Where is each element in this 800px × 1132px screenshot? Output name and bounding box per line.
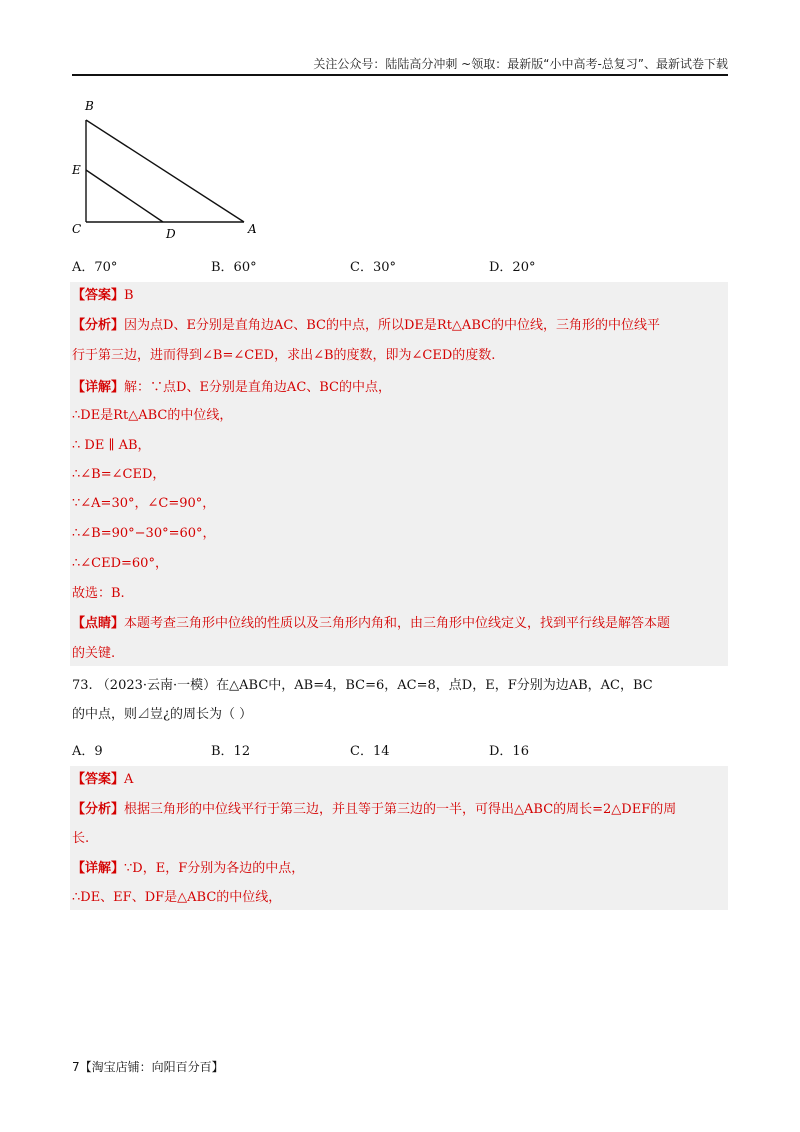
q73-option-d: D．16 — [489, 744, 529, 759]
q72-option-d: D．20° — [489, 260, 536, 275]
q73-option-b: B．12 — [211, 744, 251, 759]
q73-answer: 【答案】A — [72, 772, 134, 787]
segment-AB — [86, 120, 244, 222]
q72-option-a: A．70° — [72, 260, 118, 275]
q73-option-c: C．14 — [350, 744, 390, 759]
header-text: 关注公众号：陆陆高分冲刺 ~领取：最新版“小中高考-总复习”、最新试卷下载 — [313, 57, 728, 71]
q72-comment: 【点睛】本题考查三角形中位线的性质以及三角形内角和，由三角形中位线定义，找到平行线是解答本题 — [72, 616, 671, 631]
q72-detail-7: ∴∠CED=60°， — [72, 556, 168, 571]
q72-detail-6: ∴∠B=90°−30°=60°， — [72, 526, 216, 541]
q73-stem: 73. （2023·云南·一模）在△ABC中，AB=4，BC=6，AC=8，点D，E，F分别为边AB，AC，BC — [72, 678, 653, 693]
q72-analysis-cont: 行于第三边，进而得到∠B=∠CED，求出∠B的度数，即为∠CED的度数. — [72, 348, 496, 363]
q72-detail: 【详解】解：∵点D、E分别是直角边AC、BC的中点， — [72, 380, 392, 395]
page-footer: 7【淘宝店铺：向阳百分百】 — [72, 1060, 224, 1074]
label-E: E — [72, 163, 81, 177]
page-header — [72, 56, 728, 76]
label-D: D — [166, 227, 176, 241]
q72-detail-2: ∴DE是Rt△ABC的中位线， — [72, 408, 233, 423]
label-A: A — [248, 222, 257, 236]
q72-option-c: C．30° — [350, 260, 396, 275]
q72-answer: 【答案】B — [72, 288, 134, 303]
q73-analysis-cont: 长. — [72, 831, 90, 846]
q72-analysis: 【分析】因为点D、E分别是直角边AC、BC的中点，所以DE是Rt△ABC的中位线，三角形的中位线平 — [72, 318, 661, 333]
segment-ED — [86, 170, 163, 222]
q72-comment-cont: 的关键. — [72, 646, 116, 661]
q73-detail: 【详解】∵D，E，F分别为各边的中点， — [72, 861, 305, 876]
label-B: B — [85, 99, 94, 113]
q73-detail-2: ∴DE、EF、DF是△ABC的中位线， — [72, 890, 282, 905]
q73-options — [72, 740, 628, 759]
q72-detail-8: 故选：B. — [72, 586, 125, 601]
q73-analysis: 【分析】根据三角形的中位线平行于第三边，并且等于第三边的一半，可得出△ABC的周长=2△DEF的周 — [72, 802, 677, 817]
label-C: C — [72, 222, 82, 236]
q72-detail-3: ∴ DE ∥ AB， — [72, 438, 151, 453]
q72-detail-5: ∵∠A=30°，∠C=90°， — [72, 496, 216, 511]
q72-detail-4: ∴∠B=∠CED， — [72, 467, 166, 482]
q72-options — [72, 256, 628, 275]
q73-option-a: A．9 — [72, 744, 103, 759]
q72-option-b: B．60° — [211, 260, 257, 275]
triangle-figure — [68, 96, 268, 246]
q73-stem-cont: 的中点，则⊿豈¿的周长为（ ） — [72, 707, 253, 722]
q72-solution-box — [70, 282, 728, 666]
